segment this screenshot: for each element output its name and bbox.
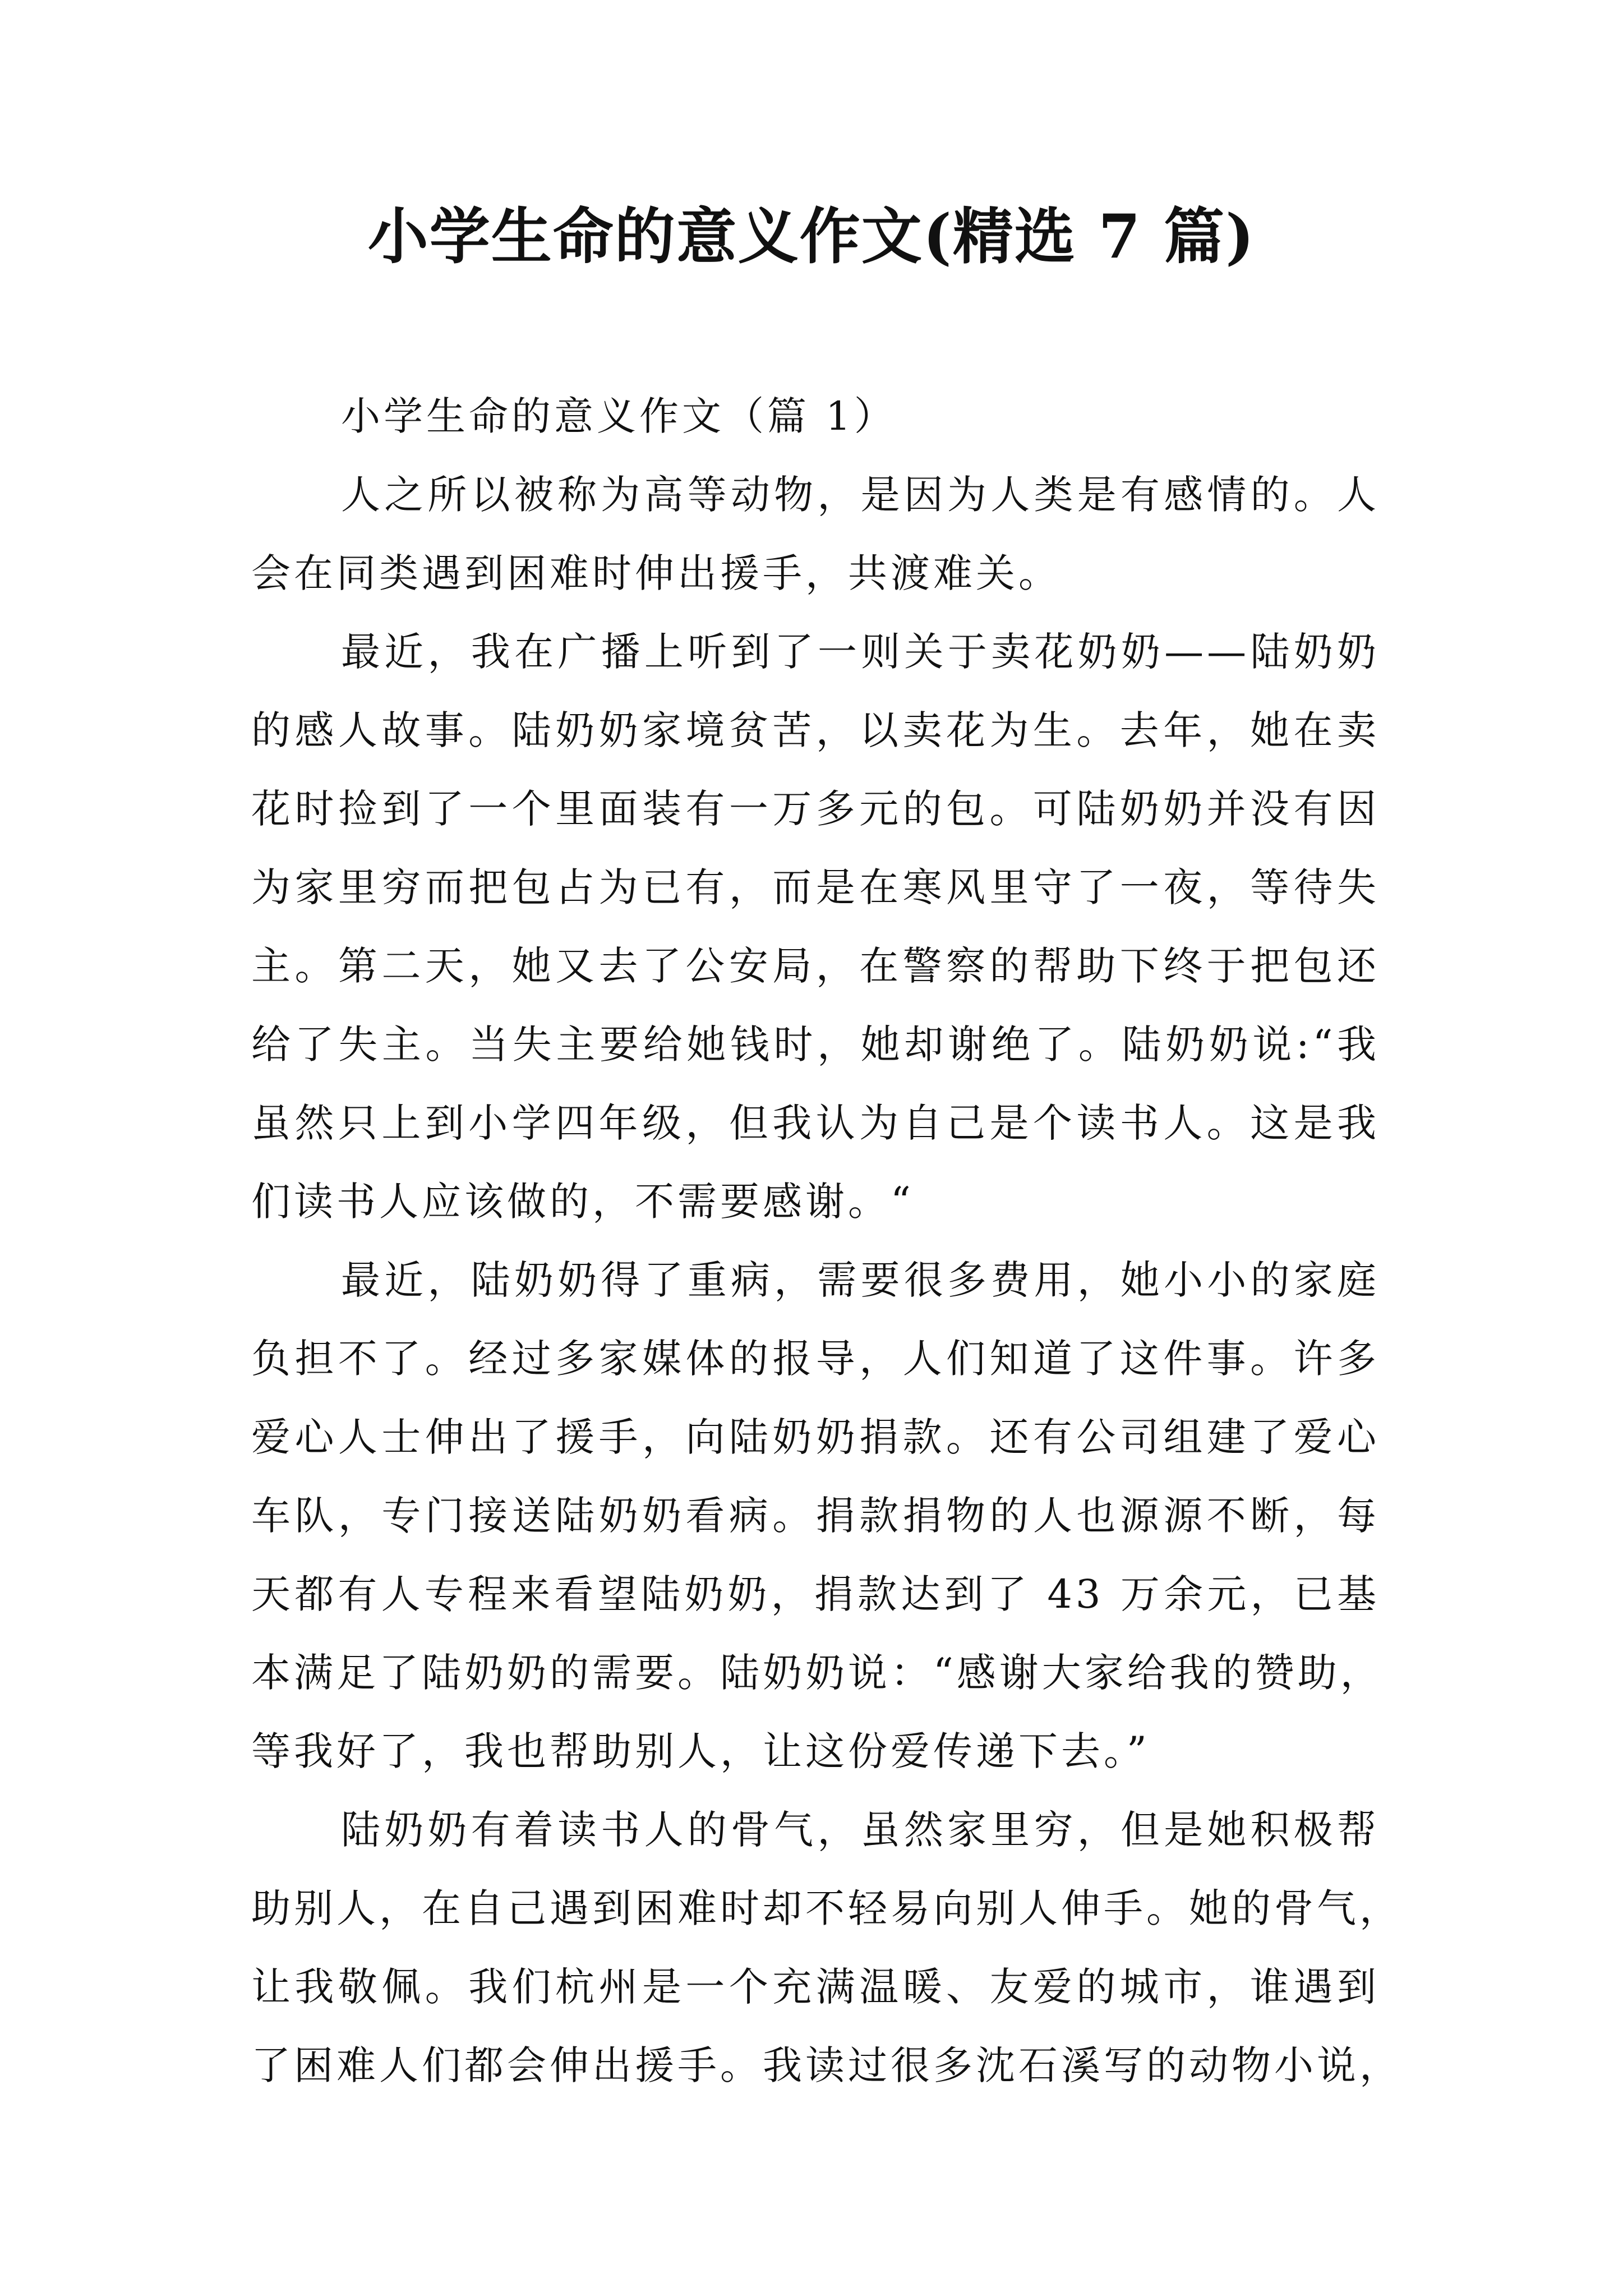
paragraph: [251, 455, 1380, 613]
paragraph-line: 让我敬佩。我们杭州是一个充满温暖、友爱的城市，谁遇到: [251, 1964, 1380, 2010]
paragraph-list: [251, 455, 1402, 2105]
paragraph-line: 花时捡到了一个里面装有一万多元的包。可陆奶奶并没有因: [251, 786, 1380, 832]
paragraph-line: 等我好了，我也帮助别人，让这份爱传递下去。”: [251, 1728, 1150, 1774]
paragraph-line: 爱心人士伸出了援手，向陆奶奶捐款。还有公司组建了爱心: [251, 1414, 1380, 1460]
paragraph-line: 们读书人应该做的，不需要感谢。“: [251, 1179, 914, 1225]
paragraph-line: 的感人故事。陆奶奶家境贫苦，以卖花为生。去年，她在卖: [251, 707, 1380, 753]
paragraph-line: 最近，陆奶奶得了重病，需要很多费用，她小小的家庭: [341, 1257, 1380, 1303]
section-heading: 小学生命的意义作文（篇 1）: [341, 393, 897, 439]
paragraph-line: 车队，专门接送陆奶奶看病。捐款捐物的人也源源不断，每: [251, 1493, 1380, 1539]
paragraph: [251, 613, 1380, 1241]
paragraph-line: 最近，我在广播上听到了一则关于卖花奶奶——陆奶奶: [341, 629, 1380, 675]
paragraph-line: 负担不了。经过多家媒体的报导，人们知道了这件事。许多: [251, 1336, 1380, 1382]
paragraph-line: 为家里穷而把包占为已有，而是在寒风里守了一夜，等待失: [251, 864, 1380, 910]
paragraph-line: 陆奶奶有着读书人的骨气，虽然家里穷，但是她积极帮: [341, 1807, 1380, 1853]
paragraph: [251, 1241, 1383, 1791]
paragraph-line: 虽然只上到小学四年级，但我认为自己是个读书人。这是我: [251, 1100, 1380, 1146]
paragraph-line: 天都有人专程来看望陆奶奶，捐款达到了 43 万余元，已基: [251, 1571, 1380, 1617]
paragraph-line: 会在同类遇到困难时伸出援手，共渡难关。: [251, 550, 1061, 596]
paragraph-line: 人之所以被称为高等动物，是因为人类是有感情的。人: [341, 472, 1380, 518]
paragraph-line: 助别人，在自己遇到困难时却不轻易向别人伸手。她的骨气，: [251, 1885, 1402, 1931]
paragraph-line: 给了失主。当失主要给她钱时，她却谢绝了。陆奶奶说:“我: [251, 1022, 1380, 1068]
paragraph-line: 主。第二天，她又去了公安局，在警察的帮助下终于把包还: [251, 943, 1380, 989]
paragraph: [251, 1791, 1402, 2105]
document-title: 小学生命的意义作文(精选 7 篇): [367, 201, 1256, 272]
document-body: [251, 377, 1402, 2105]
paragraph-line: 了困难人们都会伸出援手。我读过很多沈石溪写的动物小说，: [251, 2042, 1402, 2088]
paragraph-line: 本满足了陆奶奶的需要。陆奶奶说：“感谢大家给我的赞助，: [251, 1650, 1383, 1696]
